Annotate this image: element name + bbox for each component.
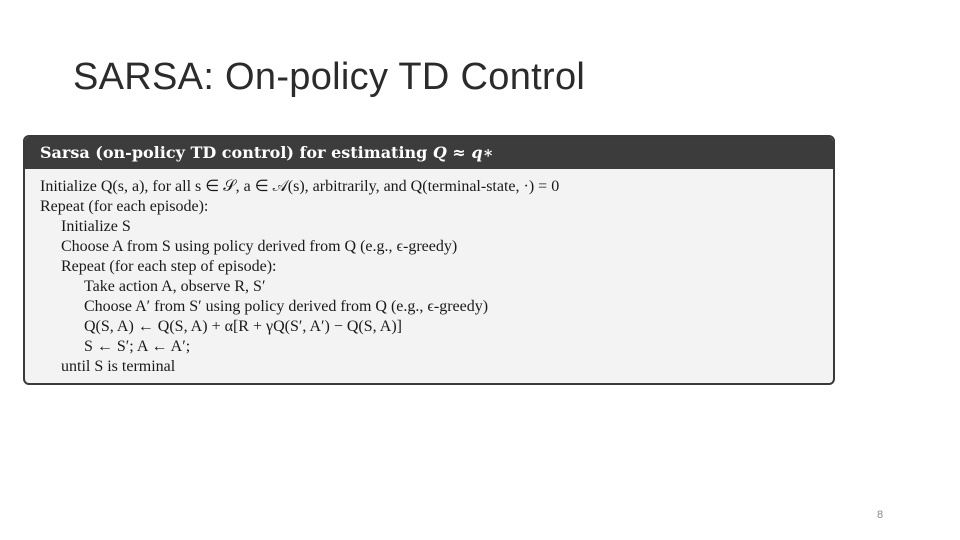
slide-title: SARSA: On-policy TD Control bbox=[73, 56, 586, 98]
algorithm-line-repeat-episode: Repeat (for each episode): bbox=[40, 198, 209, 215]
algorithm-line-update-rule: Q(S, A) ← Q(S, A) + α[R + γQ(S′, A′) − Q(S, A)] bbox=[84, 318, 402, 335]
algorithm-line-assign: S ← S′; A ← A′; bbox=[84, 338, 191, 355]
algorithm-header bbox=[25, 137, 833, 169]
algorithm-line-repeat-step: Repeat (for each step of episode): bbox=[61, 258, 277, 275]
algorithm-line-choose-a-prime: Choose A′ from S′ using policy derived from Q (e.g., ϵ-greedy) bbox=[84, 298, 489, 315]
algorithm-line-take-action: Take action A, observe R, S′ bbox=[84, 278, 266, 295]
algorithm-line-choose-a: Choose A from S using policy derived from Q (e.g., ϵ-greedy) bbox=[61, 238, 458, 255]
algorithm-body bbox=[25, 169, 833, 377]
algorithm-box bbox=[23, 135, 835, 385]
algorithm-header-math: Q ≈ q∗ bbox=[432, 143, 494, 162]
algorithm-line-until-terminal: until S is terminal bbox=[61, 358, 176, 375]
page-number: 8 bbox=[877, 509, 884, 521]
algorithm-header-text: Sarsa (on-policy TD control) for estimating bbox=[40, 143, 433, 162]
algorithm-line-initialize-s: Initialize S bbox=[61, 218, 131, 235]
algorithm-line-initialize-q: Initialize Q(s, a), for all s ∈ 𝒮, a ∈ 𝒜(s), arbitrarily, and Q(terminal-state, ·) = 0 bbox=[40, 178, 560, 195]
